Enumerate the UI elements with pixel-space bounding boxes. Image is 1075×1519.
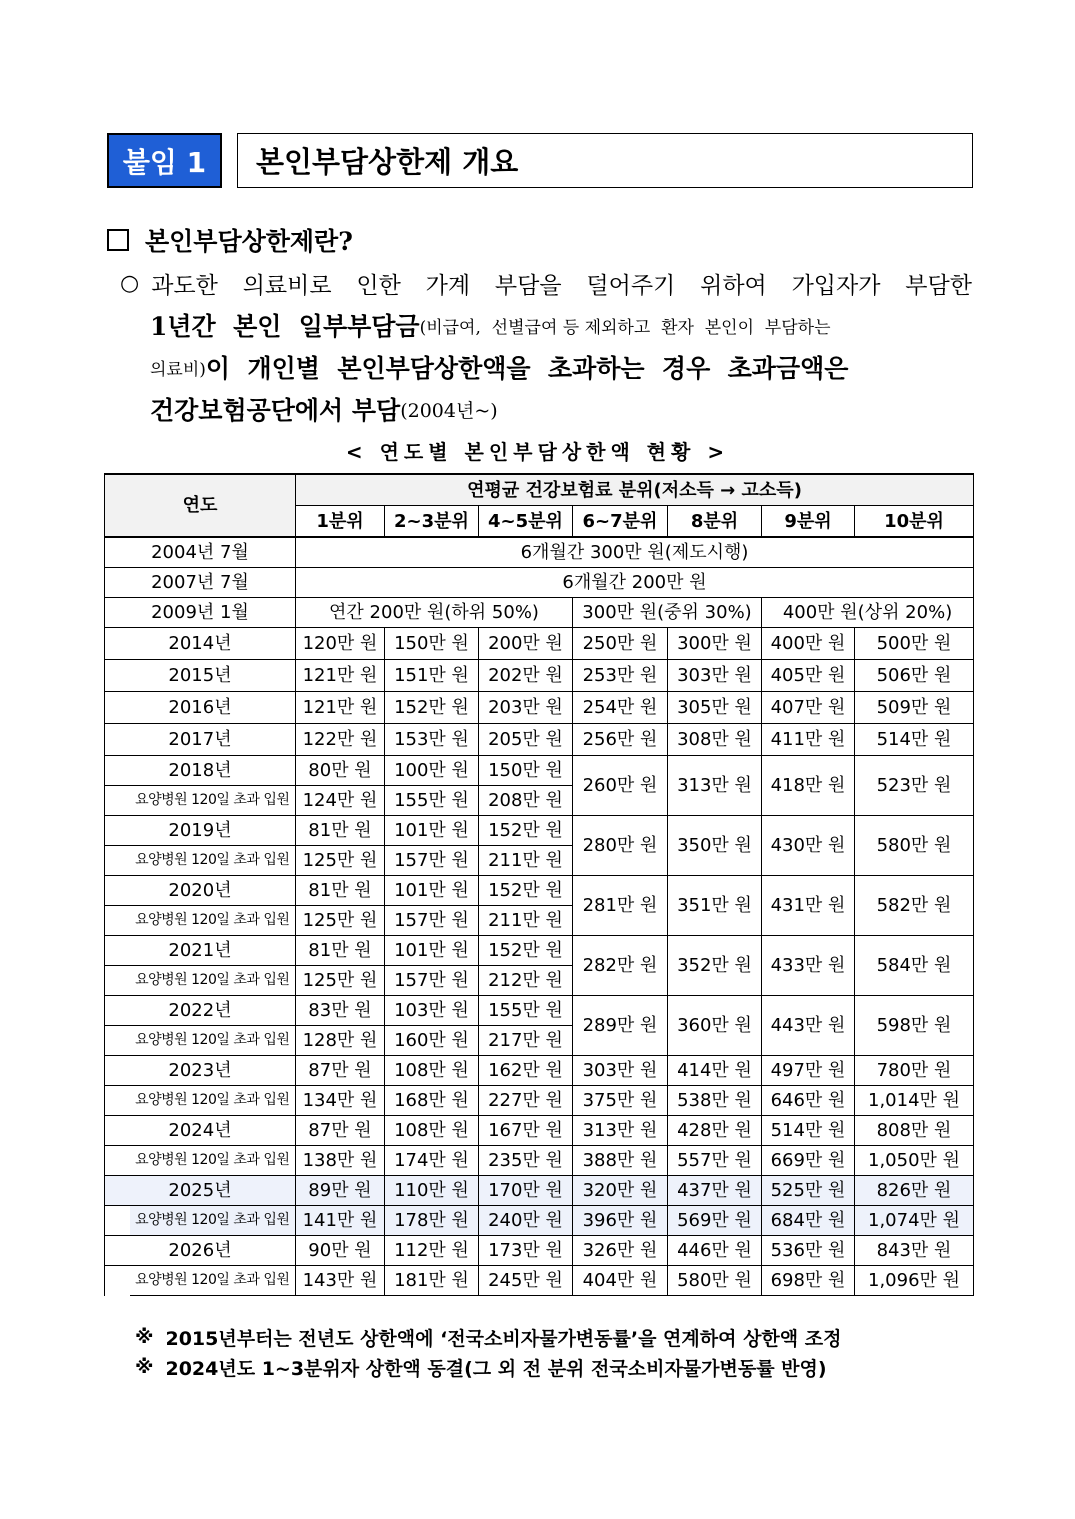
cap-cell: 235만 원 <box>479 1146 573 1176</box>
cap-cell: 101만 원 <box>385 876 479 906</box>
cap-cell: 843만 원 <box>855 1236 974 1266</box>
sub-label-cell: 요양병원 120일 초과 입원 <box>130 846 296 876</box>
cap-cell: 584만 원 <box>855 936 974 996</box>
cap-cell: 303만 원 <box>668 660 762 692</box>
circle-bullet-icon: ○ <box>120 270 140 296</box>
cap-cell: 497만 원 <box>762 1056 855 1086</box>
attachment-badge: 붙임 1 <box>107 133 222 188</box>
small-text: 의료비) <box>150 359 206 380</box>
sub-label-cell: 요양병원 120일 초과 입원 <box>130 966 296 996</box>
year-cell: 2025년 <box>105 1176 296 1206</box>
paragraph-line-4 <box>120 388 972 430</box>
decile-header: 6~7분위 <box>573 506 668 538</box>
cap-cell: 208만 원 <box>479 786 573 816</box>
description-paragraph <box>120 262 972 430</box>
year-cell: 2022년 <box>105 996 296 1026</box>
cap-cell: 428만 원 <box>668 1116 762 1146</box>
cap-cell: 400만 원 <box>762 628 855 660</box>
cap-cell: 138만 원 <box>296 1146 385 1176</box>
cap-cell: 326만 원 <box>573 1236 668 1266</box>
cap-cell: 108만 원 <box>385 1056 479 1086</box>
footnote <box>135 1322 841 1352</box>
cap-cell: 150만 원 <box>385 628 479 660</box>
sub-label-cell: 요양병원 120일 초과 입원 <box>130 1026 296 1056</box>
cap-cell: 500만 원 <box>855 628 974 660</box>
cap-cell: 245만 원 <box>479 1266 573 1296</box>
cap-cell: 320만 원 <box>573 1176 668 1206</box>
checkbox-square-icon <box>107 229 129 251</box>
word: 의료비로 <box>242 272 332 299</box>
cap-cell: 582만 원 <box>855 876 974 936</box>
cap-cell: 300만 원(중위 30%) <box>573 598 762 628</box>
table-row <box>105 756 974 786</box>
sub-label-cell: 요양병원 120일 초과 입원 <box>130 1086 296 1116</box>
indent-stub <box>105 1086 130 1116</box>
cap-cell: 155만 원 <box>479 996 573 1026</box>
cap-cell: 157만 원 <box>385 906 479 936</box>
cap-cell: 400만 원(상위 20%) <box>762 598 974 628</box>
cap-cell: 173만 원 <box>479 1236 573 1266</box>
cap-cell: 514만 원 <box>762 1116 855 1146</box>
cap-cell: 253만 원 <box>573 660 668 692</box>
cap-cell: 101만 원 <box>385 816 479 846</box>
cap-cell: 525만 원 <box>762 1176 855 1206</box>
cap-cell: 580만 원 <box>855 816 974 876</box>
sub-label-cell: 요양병원 120일 초과 입원 <box>130 1206 296 1236</box>
cap-cell: 418만 원 <box>762 756 855 816</box>
paragraph-line-2 <box>120 304 972 346</box>
cap-cell: 569만 원 <box>668 1206 762 1236</box>
cap-cell: 121만 원 <box>296 660 385 692</box>
cap-cell: 282만 원 <box>573 936 668 996</box>
table-row <box>105 1236 974 1266</box>
year-cell: 2015년 <box>105 660 296 692</box>
cap-cell: 443만 원 <box>762 996 855 1056</box>
cap-cell: 217만 원 <box>479 1026 573 1056</box>
cap-cell: 103만 원 <box>385 996 479 1026</box>
cap-cell: 308만 원 <box>668 724 762 756</box>
table-row <box>105 660 974 692</box>
paragraph-line-1 <box>120 262 972 304</box>
table-row <box>105 1056 974 1086</box>
cap-cell: 430만 원 <box>762 816 855 876</box>
cap-cell: 120만 원 <box>296 628 385 660</box>
table-row-sub <box>105 1146 974 1176</box>
footnotes <box>135 1322 841 1382</box>
cap-cell: 256만 원 <box>573 724 668 756</box>
word: 인한 <box>356 272 401 299</box>
cap-cell: 414만 원 <box>668 1056 762 1086</box>
page-title: 본인부담상한제 개요 <box>237 133 973 188</box>
cap-cell: 351만 원 <box>668 876 762 936</box>
year-cell: 2004년 7월 <box>105 537 296 568</box>
cap-cell: 1,014만 원 <box>855 1086 974 1116</box>
cap-cell: 110만 원 <box>385 1176 479 1206</box>
cap-cell: 6개월간 200만 원 <box>296 568 974 598</box>
decile-header: 10분위 <box>855 506 974 538</box>
cap-cell: 152만 원 <box>479 876 573 906</box>
cap-cell: 305만 원 <box>668 692 762 724</box>
cap-cell: 313만 원 <box>573 1116 668 1146</box>
cap-cell: 125만 원 <box>296 846 385 876</box>
year-cell: 2026년 <box>105 1236 296 1266</box>
header <box>107 133 973 188</box>
cap-cell: 212만 원 <box>479 966 573 996</box>
note-mark: ※ <box>135 1356 154 1378</box>
cap-cell: 83만 원 <box>296 996 385 1026</box>
year-cell: 2024년 <box>105 1116 296 1146</box>
cap-cell: 375만 원 <box>573 1086 668 1116</box>
table-row-sub <box>105 1086 974 1116</box>
word: 위하여 <box>700 272 767 299</box>
cap-cell: 396만 원 <box>573 1206 668 1236</box>
year-cell: 2009년 1월 <box>105 598 296 628</box>
indent-stub <box>105 1266 130 1296</box>
cap-cell: 181만 원 <box>385 1266 479 1296</box>
word: 부담한 <box>905 272 972 299</box>
emphasis-text: 건강보험공단에서 부담 <box>150 396 401 425</box>
table-row <box>105 1116 974 1146</box>
cap-cell: 124만 원 <box>296 786 385 816</box>
cap-cell: 87만 원 <box>296 1056 385 1086</box>
cap-cell: 150만 원 <box>479 756 573 786</box>
cap-cell: 260만 원 <box>573 756 668 816</box>
note-text: 2015년부터는 전년도 상한액에 ‘전국소비자물가변동률’을 연계하여 상한액 조정 <box>165 1327 842 1350</box>
decile-header: 8분위 <box>668 506 762 538</box>
cap-cell: 300만 원 <box>668 628 762 660</box>
year-cell: 2007년 7월 <box>105 568 296 598</box>
year-cell: 2019년 <box>105 816 296 846</box>
cap-cell: 388만 원 <box>573 1146 668 1176</box>
year-cell: 2017년 <box>105 724 296 756</box>
cap-cell: 157만 원 <box>385 966 479 996</box>
indent-stub <box>105 906 130 936</box>
year-cell: 2014년 <box>105 628 296 660</box>
cap-cell: 205만 원 <box>479 724 573 756</box>
cap-cell: 407만 원 <box>762 692 855 724</box>
indent-stub <box>105 846 130 876</box>
table-row <box>105 724 974 756</box>
cap-cell: 211만 원 <box>479 906 573 936</box>
cap-cell: 128만 원 <box>296 1026 385 1056</box>
cap-cell: 167만 원 <box>479 1116 573 1146</box>
sub-label-cell: 요양병원 120일 초과 입원 <box>130 1266 296 1296</box>
cap-cell: 170만 원 <box>479 1176 573 1206</box>
cap-cell: 411만 원 <box>762 724 855 756</box>
cap-cell: 153만 원 <box>385 724 479 756</box>
cap-cell: 404만 원 <box>573 1266 668 1296</box>
emphasis-text: 이 개인별 본인부담상한액을 초과하는 경우 초과금액은 <box>205 354 849 383</box>
cap-cell: 125만 원 <box>296 966 385 996</box>
cap-cell: 437만 원 <box>668 1176 762 1206</box>
decile-header: 9분위 <box>762 506 855 538</box>
cap-cell: 101만 원 <box>385 936 479 966</box>
cap-cell: 200만 원 <box>479 628 573 660</box>
cap-cell: 178만 원 <box>385 1206 479 1236</box>
year-column-header: 연도 <box>105 474 296 537</box>
word: 가입자가 <box>791 272 881 299</box>
cap-cell: 313만 원 <box>668 756 762 816</box>
cap-cell: 81만 원 <box>296 876 385 906</box>
table-row <box>105 692 974 724</box>
cap-cell: 203만 원 <box>479 692 573 724</box>
decile-group-header: 연평균 건강보험료 분위(저소득 → 고소득) <box>296 474 974 506</box>
word: 덜어주기 <box>586 272 676 299</box>
word: 과도한 <box>151 272 218 299</box>
cap-cell: 121만 원 <box>296 692 385 724</box>
cap-cell: 352만 원 <box>668 936 762 996</box>
note-text: 2024년도 1~3분위자 상한액 동결(그 외 전 분위 전국소비자물가변동률 반영) <box>165 1357 827 1380</box>
word: 부담을 <box>494 272 562 299</box>
cap-cell: 669만 원 <box>762 1146 855 1176</box>
decile-header: 2~3분위 <box>385 506 479 538</box>
cap-cell: 152만 원 <box>479 936 573 966</box>
cap-cell: 431만 원 <box>762 876 855 936</box>
cap-cell: 280만 원 <box>573 816 668 876</box>
cap-cell: 538만 원 <box>668 1086 762 1116</box>
cap-cell: 514만 원 <box>855 724 974 756</box>
cap-cell: 557만 원 <box>668 1146 762 1176</box>
cap-cell: 240만 원 <box>479 1206 573 1236</box>
cap-cell: 202만 원 <box>479 660 573 692</box>
table-row <box>105 816 974 846</box>
cap-cell: 580만 원 <box>668 1266 762 1296</box>
cap-cell: 141만 원 <box>296 1206 385 1236</box>
cap-cell: 89만 원 <box>296 1176 385 1206</box>
cap-cell: 174만 원 <box>385 1146 479 1176</box>
cap-cell: 536만 원 <box>762 1236 855 1266</box>
cap-cell: 254만 원 <box>573 692 668 724</box>
table-row <box>105 996 974 1026</box>
cap-cell: 289만 원 <box>573 996 668 1056</box>
section-question <box>107 222 353 258</box>
small-text: (2004년~) <box>400 399 498 422</box>
year-cell: 2021년 <box>105 936 296 966</box>
table-row-sub <box>105 1266 974 1296</box>
cap-cell: 157만 원 <box>385 846 479 876</box>
cap-cell: 506만 원 <box>855 660 974 692</box>
cap-cell: 303만 원 <box>573 1056 668 1086</box>
note-mark: ※ <box>135 1326 154 1348</box>
cap-cell: 168만 원 <box>385 1086 479 1116</box>
cap-cell: 152만 원 <box>385 692 479 724</box>
cap-cell: 281만 원 <box>573 876 668 936</box>
small-text: (비급여, 선별급여 등 제외하고 환자 본인이 부담하는 <box>419 317 831 338</box>
question-text: 본인부담상한제란? <box>145 227 353 256</box>
table-row <box>105 1176 974 1206</box>
year-cell: 2023년 <box>105 1056 296 1086</box>
cap-cell: 523만 원 <box>855 756 974 816</box>
cap-cell: 780만 원 <box>855 1056 974 1086</box>
cap-cell: 227만 원 <box>479 1086 573 1116</box>
cap-cell: 80만 원 <box>296 756 385 786</box>
cap-cell: 87만 원 <box>296 1116 385 1146</box>
emphasis-text: 1년간 본인 일부부담금 <box>150 312 420 341</box>
table-row <box>105 936 974 966</box>
cap-cell: 81만 원 <box>296 936 385 966</box>
cap-cell: 134만 원 <box>296 1086 385 1116</box>
cap-cell: 1,074만 원 <box>855 1206 974 1236</box>
cap-cell: 160만 원 <box>385 1026 479 1056</box>
cap-cell: 151만 원 <box>385 660 479 692</box>
cap-cell: 108만 원 <box>385 1116 479 1146</box>
table-row-sub <box>105 1206 974 1236</box>
cap-cell: 연간 200만 원(하위 50%) <box>296 598 573 628</box>
table-caption: < 연도별 본인부담상한액 현황 > <box>345 440 730 464</box>
cap-cell: 826만 원 <box>855 1176 974 1206</box>
cap-cell: 446만 원 <box>668 1236 762 1266</box>
decile-header: 4~5분위 <box>479 506 573 538</box>
decile-header: 1분위 <box>296 506 385 538</box>
table-row <box>105 876 974 906</box>
sub-label-cell: 요양병원 120일 초과 입원 <box>130 1146 296 1176</box>
indent-stub <box>105 1206 130 1236</box>
cap-cell: 143만 원 <box>296 1266 385 1296</box>
cap-cell: 1,050만 원 <box>855 1146 974 1176</box>
cap-cell: 598만 원 <box>855 996 974 1056</box>
cap-cell: 250만 원 <box>573 628 668 660</box>
cap-cell: 81만 원 <box>296 816 385 846</box>
cap-cell: 100만 원 <box>385 756 479 786</box>
year-cell: 2016년 <box>105 692 296 724</box>
cap-cell: 360만 원 <box>668 996 762 1056</box>
table-row <box>105 628 974 660</box>
year-cell: 2018년 <box>105 756 296 786</box>
copay-cap-table <box>104 473 974 1296</box>
cap-cell: 433만 원 <box>762 936 855 996</box>
cap-cell: 125만 원 <box>296 906 385 936</box>
indent-stub <box>105 1026 130 1056</box>
cap-cell: 684만 원 <box>762 1206 855 1236</box>
indent-stub <box>105 786 130 816</box>
cap-cell: 162만 원 <box>479 1056 573 1086</box>
indent-stub <box>105 966 130 996</box>
indent-stub <box>105 1146 130 1176</box>
footnote <box>135 1352 841 1382</box>
cap-cell: 122만 원 <box>296 724 385 756</box>
cap-cell: 646만 원 <box>762 1086 855 1116</box>
cap-cell: 152만 원 <box>479 816 573 846</box>
word: 가계 <box>425 272 471 299</box>
cap-cell: 808만 원 <box>855 1116 974 1146</box>
cap-cell: 350만 원 <box>668 816 762 876</box>
cap-cell: 6개월간 300만 원(제도시행) <box>296 537 974 568</box>
sub-label-cell: 요양병원 120일 초과 입원 <box>130 786 296 816</box>
cap-cell: 405만 원 <box>762 660 855 692</box>
paragraph-line-3 <box>120 346 972 388</box>
cap-cell: 698만 원 <box>762 1266 855 1296</box>
sub-label-cell: 요양병원 120일 초과 입원 <box>130 906 296 936</box>
cap-cell: 155만 원 <box>385 786 479 816</box>
cap-cell: 1,096만 원 <box>855 1266 974 1296</box>
cap-cell: 112만 원 <box>385 1236 479 1266</box>
cap-cell: 509만 원 <box>855 692 974 724</box>
year-cell: 2020년 <box>105 876 296 906</box>
cap-cell: 90만 원 <box>296 1236 385 1266</box>
cap-cell: 211만 원 <box>479 846 573 876</box>
